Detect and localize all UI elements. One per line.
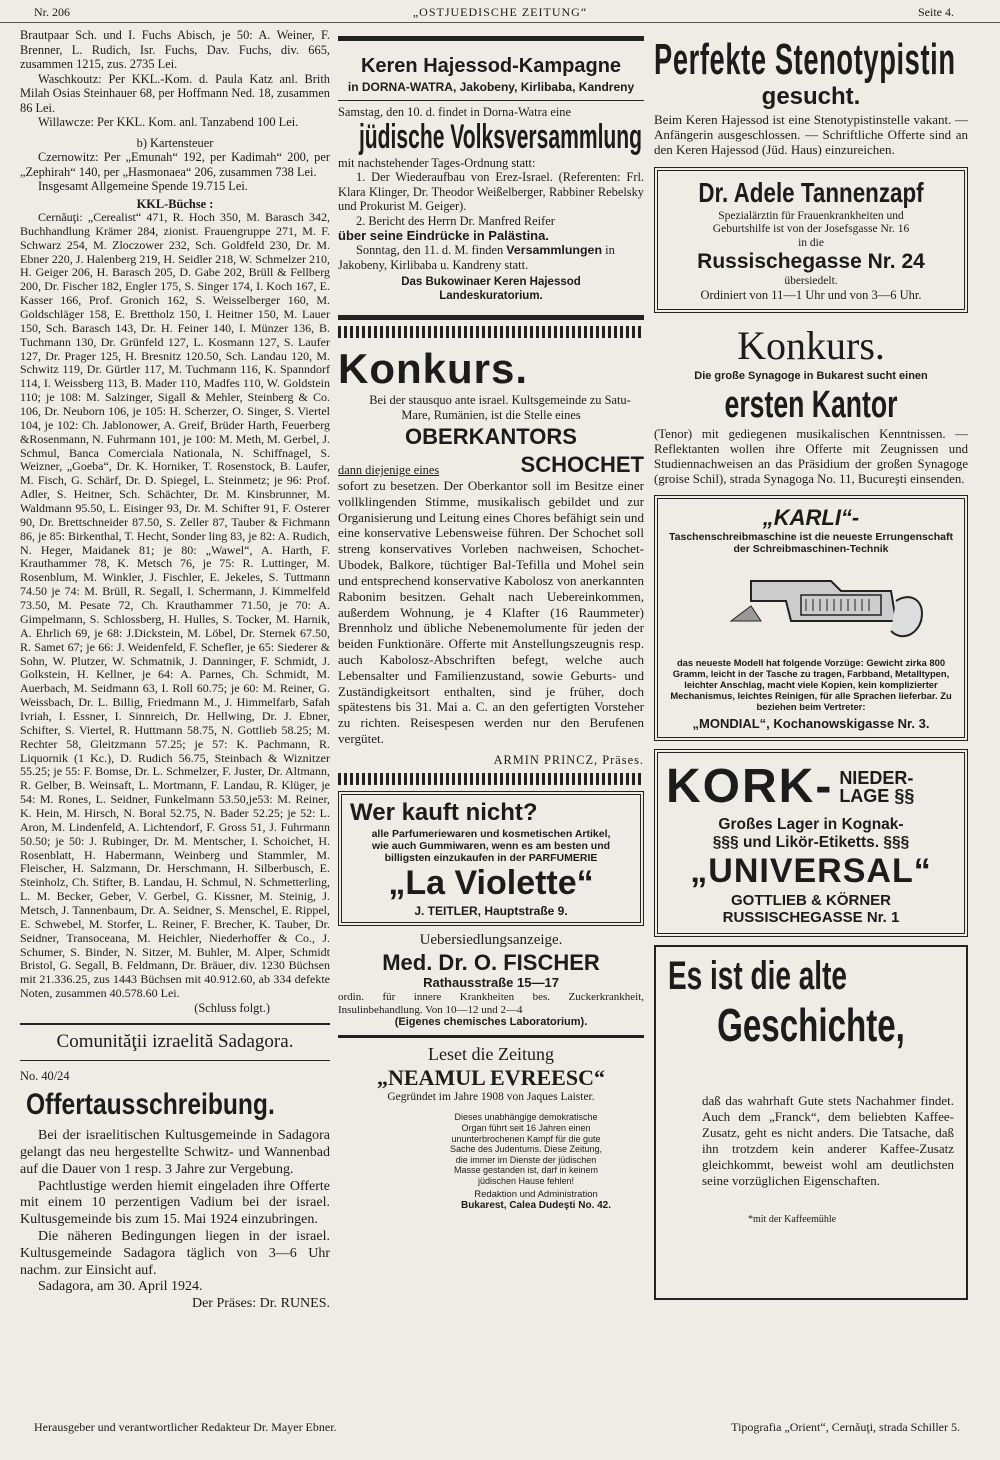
neamul-redaction: Redaktion und Administration [474, 1189, 598, 1201]
konkurs-schochet: SCHOCHET [520, 452, 644, 478]
kantor-intro: Die große Synagoge in Bukarest sucht einen [694, 369, 928, 382]
fischer-lab: (Eigenes chemisches Laboratorium). [394, 1016, 588, 1029]
offert-title: Offertausschreibung. [26, 1088, 275, 1122]
column-1 [20, 28, 330, 1408]
donation-para: Brautpaar Sch. und I. Fuchs Abisch, je 50: A. Weiner, F. Brenner, L. Rudich, Isr. Fuchs, Dav. Fuchs, div. 665, zusammen 1215, zus. 2735 Lei. [20, 28, 330, 71]
continued-note: (Schluss folgt.) [194, 1000, 270, 1015]
neamul-top: Leset die Zeitung [428, 1044, 554, 1065]
keren-item-2b: über seine Eindrücke in Palästina. [338, 228, 549, 244]
typewriter-illustration [691, 561, 931, 651]
neamul-ad [338, 1044, 644, 1212]
tannenzapf-address: Russischegasse Nr. 24 [697, 250, 925, 274]
kork-title: KORK- [666, 760, 834, 814]
keren-signature-1: Das Bukowinaer Keren Hajessod [401, 276, 581, 289]
konkurs-body: sofort zu besetzen. Der Oberkantor soll im Besitze einer vollklingenden Stimme, musikalisch gebildet und zur Organisierung und Leitung eines Chores befähigt sein und eine konservative Lebensweise führen. Der Schochet soll streng konservatives Vorleben nachweisen, Schochet-Ubodek, Balkore, tüchtiger Bal-Tefilla und Mohel sein und entsprechend konservative Kabolosz von anerkannten Rabonim besitzen. Gehalt nach Uebereinkommen, außerdem Wohnung, je 4 Klafter (16 Raummeter) Brennholz und übliche Nebenemolumente für jeden der beiden Funktionäre. Offerte mit Anstellungszeugnis resp. auch Kabolosz-Abschriften befegt, welche auch Lebensalter und Familienzustand, sowie Geburts- und Zuständigkeitsort enthalten, sind je früher, doch spätestens bis 31. Mai a. C. an den gefertigten Vorsteher zu richten. Reisespesen werden nur den Berufenen vergütet. [338, 477, 644, 747]
newspaper-title: „OSTJUEDISCHE ZEITUNG“ [412, 5, 588, 19]
konkurs-dann: dann diejenige eines [338, 463, 440, 478]
kork-address-1: GOTTLIEB & KÖRNER [731, 891, 891, 909]
kartensteuer-heading: b) Kartensteuer [136, 135, 214, 150]
sadagora-number: No. 40/24 [20, 1068, 70, 1083]
kkl-heading: KKL-Büchse : [136, 196, 214, 211]
kork-lage: LAGE §§ [839, 786, 915, 807]
donation-waschkoutz: Waschkoutz: Per KKL.-Kom. d. Paula Katz anl. Brith Milah Osias Steinhauer 68, per Hoffmann Ned. 18, zusammen 86 Lei. [20, 71, 330, 115]
fischer-text: ordin. für innere Krankheiten bes. Zuckerkrankheit, Insulinbehandlung. Von 10—12 und 2—4 [338, 990, 644, 1016]
franck-text: daß das wahrhaft Gute stets Nachahmer findet. Auch dem „Franck“, dem beliebten Kaffee-Zusatz, geht es nicht anders. Die Tatsache, daß ihn trotzdem kein anderer Kaffee-Zusatz gleichkommt, beweist wohl am deutlichsten seine vorzüglichen Eigenschaften. [702, 1093, 954, 1188]
keren-item-2: 2. Bericht des Herrn Dr. Manfred Reifer [356, 213, 555, 228]
violette-address: J. TEITLER, Hauptstraße 9. [414, 904, 568, 919]
kork-ad [654, 749, 968, 936]
keren-announce: Samstag, den 10. d. findet in Dorna-Watra eine [338, 105, 571, 120]
keren-item-1: 1. Der Wiederaufbau von Erez-Israel. (Referenten: Frl. Klara Klinger, Dr. Theodor Weißelberger, Rabbiner Rebelsky und Prokurist M. Geiger). [338, 170, 644, 214]
offert-date: Sadagora, am 30. April 1924. [38, 1279, 203, 1295]
keren-agenda: mit nachstehender Tages-Ordnung statt: [338, 155, 536, 170]
kkl-donor-list: Cernăuţi: „Cerealist“ 471, R. Hoch 350, M. Barasch 342, Buchhandlung Krämer 284, zionist. Frauengruppe 271, M. F. Schwarz 254, M. Zloczower 232, Sch. Goldfeld 230, Dr. M. Ebner 220, J. Halenberg 219, H. Seidler 218, W. Schmelzer 210, H. Geiger 206, H. Barasch 205, D. Gabe 202, Brüll & Fellberg 200, Dr. Fischer 182, Engler 175, S. Singer 174, I. Koch 167, E. Kasser 166, Prof. Gronich 162, S. Weisselberger 160, M. Goldschläger 158, E. Brettholz 150, I. Heitner 150, M. Lauer 150, Sch. Barasch 143, Dr. H. Feiner 140, I. Münzer 136, B. Tuchmann 130, Dr. Grünfeld 127, L. Kosmann 127, S. Laufer 127, Dr. Prager 125, H. Bresnitz 120.50, Sch. Landau 120, M. Schwitz 119, Dr. Gürtler 117, M. Tuchmann 116, K. Spanndorf 114, I. Weissberg 113, B. Mader 110, Madfes 110, W. Goldstein 110; je 108: M. Salzinger, Sigall & Mehler, Steinberg & Co. 106, Dr. Neuborn 106, je 105: H. Scherzer, O. Singer, S. Viertel 104, je 102: Ch. Jablonower, A. Greif, Brüder Harth, Feuerberg &Rosenmann, N. Fuhrmann 101, je 100: M. Meth, M. Gerbel, J. Schmul, Banca Comerciala Nationala, N. Schiffnagel, S. Weizner, „Goeba“, Dr. K. Horniker, T. Rosenstock, B. Laufer, M. Fisch, G. Schärf, Dr. D. Spiegel, L. Steinmetz; je 96: Prof. Adler, S. Heitner, Sch. Schächter, Dr. M. Kinsbrunner, M. Waldmann 95.50, L. Eisinger 93, Dr. M. Schifter 91, F. Osterer 90, Dr. Brettschneider 87.50, S. Zeller 87, Tauber & Fichmann 86, je 85: Birkenthal, T. Hecht, Sonder ling 83, je 82: A. Rudich, N. Heger, Maidanek 81; je 80: „Wawel“, A. Harth, F. Krauthammer 78, K. Metsch 76, je 75: R. Luttinger, M. Rosenblum, M. Winkler, J. Fischler, E. Jekeles, S. Tuttmann 74.50 je 74: M. Brüll, R. Segall, I. Schermann, J. Kimmelfeld 73.50, M. Pesate 72, Ch. Krauthammer 71.50, je 70: A. Gimpelmann, S. Schlossberg, H. Hulles, S. Tocker, M. Harnik, A. Ehrlich 69, je 68: J.Dickstein, M. Löbel, Dr. Sternek 67.50, R. Samet 67; je 66: J. Weidenfeld, F. Schefler, je 65: Siederer & Sohn, W. Plutzer, W. Schmatnik, J. Danninger, F. Schmidt, J. Golkstein, H. Kellner, je 64: A. Parnes, Ch. Schmidt, M. Auerbach, M. Seidmann 63, I. Roll 60.75; je 60: M. Reiner, G. Weissbach, Dr. L. Billig, Friedmann M., J. Himmelfarb, Safah Ivriah, I. Essner, I. Sinnreich, Dr. Hellwing, Dr. J. Ebner, Schifter, S. Viertel, R. Huttmann 58.75, N. Gottlieb 58.25; M. Rechter 58, Gleitzmann 57.25; je 57: K. Pachmann, R. Liquornik (1 Kc.), D. Rudich 56.75, Steinbach & Wiznitzer 55.25; je 55: F. Bomse, Dr. L. Schmelzer, F. Juster, Dr. Altmann, R. Gelber, B. Weinsaft, L. Mortmann, F. Landau, R. Klüger, je 54: M. Rones, L. Seidner, Funkelmann 53.50,je53: M. Reiner, K. Hein, M. Hirsch, N. Boral 52.75, N. Bader 52.25; je 52: L. Aron, M. Lindenfeld, A. Lichtendorf, F. Gross 51, J. Fuhrmann 50.50; je 50: J. Rubinger, Dr. M. Mentscher, I. Schoichet, H. Rosenblatt, H. Habermann, Weinberg und Stammler, M. Fleischer, H. Salzmann, Dr. Herschmann, H. Silberbusch, E. Steinholz, Ch. Stifter, B. Landau, H. Schmul, N. Schmetterling, L. M. Becker, Geber, V. Gerbel, G. Kissner, M. Steinig, J. Metsch, J. Tannenbaum, Dr. A. Seidner, S. Menschel, E. Rippel, E. Schwebel, M. Storfer, L. Reiner, F. Brecher, K. Tauber, Dr. Seidner, Transoceana, M. Heichler, Niederhoffer & Co., J. Schumer, S. Binder, N. Sitzer, M. Buhler, M. Alper, Schmidt Bristol, G. Segall, B. Feldmann, Dr. Bräuer, div. 1230 Büchsen mit 21.336.25, zus 1443 Büchsen mit 40.912.60, ab 334 defekte Noten, zusammen 40.578.60 Lei. [20, 210, 330, 1001]
neamul-address: Bukarest, Calea Dudeşti No. 42. [460, 1200, 612, 1212]
steno-title: Perfekte Stenotypistin [654, 35, 956, 84]
karli-text: Taschenschreibmaschine ist die neueste Errungenschaft der Schreibmaschinen-Technik [669, 530, 953, 555]
neamul-name: „NEAMUL EVREESC“ [377, 1065, 605, 1091]
konkurs-signature: ARMIN PRINCZ, Präses. [493, 752, 644, 767]
fischer-address: Rathausstraße 15—17 [423, 975, 559, 991]
kork-nieder: NIEDER- [839, 767, 914, 788]
violette-text: alle Parfumeriewaren und kosmetischen Artikel, wie auch Gummiwaren, wenn es am besten und billigsten einzukaufen in der PARFUMERIE [371, 827, 611, 865]
keren-meetings: Versammlungen [506, 243, 603, 258]
offert-para-2: Pachtlustige werden hiemit eingeladen ihre Offerte mit einem 10 perzentigen Vadium bei der israel. Kultusgemeinde bis zum 15. Mai 1924 einzubringen. [20, 1178, 330, 1228]
kantor-title: Konkurs. [737, 322, 885, 368]
column-2 [338, 28, 644, 1423]
tannenzapf-moved: übersiedelt. [784, 274, 838, 287]
tannenzapf-name: Dr. Adele Tannenzapf [698, 177, 924, 209]
kantor-headline: ersten Kantor [724, 383, 898, 426]
violette-ad [338, 791, 644, 926]
tannenzapf-text: Spezialärztin für Frauenkrankheiten und Geburtshilfe ist von der Josefsgasse Nr. 16 in die [712, 209, 910, 249]
fischer-name: Med. Dr. O. FISCHER [382, 949, 600, 975]
footer-printer: Tipografia „Orient“, Cernăuţi, strada Schiller 5. [731, 1420, 960, 1434]
keren-signature-2: Landeskuratorium. [439, 289, 543, 302]
keren-places: in Jakobeny, Kirlibaba u. Kandreny statt. [338, 243, 615, 272]
fischer-ad [338, 932, 644, 1029]
konkurs-intro: Bei der stausquo ante israel. Kultsgemeinde zu Satu-Mare, Rumänien, ist die Stelle eines [369, 393, 631, 422]
donation-willawcze: Willawcze: Per KKL. Kom. anl. Tanzabend 100 Lei. [38, 115, 299, 129]
footer-publisher: Herausgeber und verantwortlicher Redakteur Dr. Mayer Ebner. [34, 1420, 337, 1434]
donation-czernowitz: Czernowitz: Per „Emunah“ 192, per Kadimah“ 200, per „Zephirah“ 140, per „Hasmonaea“ 206, zusammen 738 Lei. [20, 150, 330, 179]
franck-title-2: Geschichte, [717, 999, 905, 1052]
page-side: Seite 4. [918, 5, 954, 19]
page-number: Nr. 206 [34, 5, 70, 19]
sadagora-heading: Comunităţii izraelită Sadagora. [56, 1031, 294, 1053]
kork-line-1: Großes Lager in Kognak- [718, 815, 904, 833]
karli-representative: „MONDIAL“, Kochanowskigasse Nr. 3. [692, 716, 930, 732]
konkurs-title: Konkurs. [338, 345, 529, 393]
column-3 [654, 28, 968, 1418]
tannenzapf-hours: Ordiniert von 11—1 Uhr und von 3—6 Uhr. [700, 288, 922, 303]
karli-body: das neueste Modell hat folgende Vorzüge: Gewicht zirka 800 Gramm, leicht in der Tasche zu tragen, Farbband, Metalltypen, leichter Anschlag, macht viele Kopien, kein komplizierter Mechanismus, leichtes Reinigen, für alle Sprachen lieferbar. Zu beziehen beim Vertreter: [670, 657, 952, 713]
keren-headline: jüdische Volksversammlung [358, 117, 643, 156]
keren-title: Keren Hajessod-Kampagne [360, 55, 622, 77]
offert-para-3: Die näheren Bedingungen liegen in der israel. Kultusgemeinde Sadagora täglich von 3—6 Uhr nachm. zur Einsicht auf. [20, 1229, 330, 1278]
steno-subtitle: gesucht. [761, 83, 861, 111]
offert-para-1: Bei der israelitischen Kultusgemeinde in Sadagora gelangt das neu hergestellte Schwitz- und Wannenbad auf die Dauer von 1 resp. 3 Jahre zur Vergebung. [20, 1128, 330, 1177]
franck-ad [654, 945, 968, 1300]
konkurs-oberkantor: OBERKANTORS [405, 424, 577, 450]
violette-title: Wer kauft nicht? [350, 799, 538, 827]
keren-subtitle: in DORNA-WATRA, Jakobeny, Kirlibaba, Kandreny [347, 80, 635, 95]
violette-name: „La Violette“ [388, 864, 594, 903]
kantor-text: (Tenor) mit gediegenen musikalischen Kenntnissen. — Reflektanten wollen ihre Offerte mit Zeugnissen und Studiennachweisen an das Präsidium der großen Synagoge (groise Schil), strada Synagoga No. 11, Bucureşti einsenden. [654, 427, 968, 486]
donation-total: Insgesamt Allgemeine Spende 19.715 Lei. [38, 179, 248, 193]
franck-title-1: Es ist die alte [668, 953, 847, 998]
fischer-header: Uebersiedlungsanzeige. [419, 932, 563, 949]
karli-title: „KARLI“- [762, 504, 860, 530]
kork-line-2: §§§ und Likör-Etiketts. §§§ [712, 833, 910, 851]
kork-address-2: RUSSISCHEGASSE Nr. 1 [722, 909, 900, 927]
tannenzapf-ad [654, 167, 968, 313]
neamul-founded: Gegründet im Jahre 1908 von Jaques Laister. [387, 1091, 595, 1104]
karli-ad [654, 495, 968, 742]
page-header [0, 0, 1000, 23]
kork-universal: „UNIVERSAL“ [690, 851, 932, 890]
steno-text: Beim Keren Hajessod ist eine Stenotypistinstelle vakant. — Anfängerin ausgeschlossen. — Schriftliche Offerte sind an den Keren Hajessod (Jüd. Haus) einzureichen. [654, 111, 968, 157]
franck-footnote: *mit der Kaffeemühle [748, 1214, 837, 1226]
neamul-text: Dieses unabhängige demokratische Organ führt seit 16 Jahren einen ununterbrochenen Kampf für die gute Sache des Judentums. Diese Zeitung, die immer im Dienste der jüdischen Masse gestanden ist, darf in keinem jüdischen Hause fehlen! [449, 1112, 603, 1186]
keren-sunday: Sonntag, den 11. d. M. finden [356, 243, 504, 258]
donation-list [20, 28, 330, 1015]
offert-signature: Der Präses: Dr. RUNES. [191, 1296, 330, 1312]
